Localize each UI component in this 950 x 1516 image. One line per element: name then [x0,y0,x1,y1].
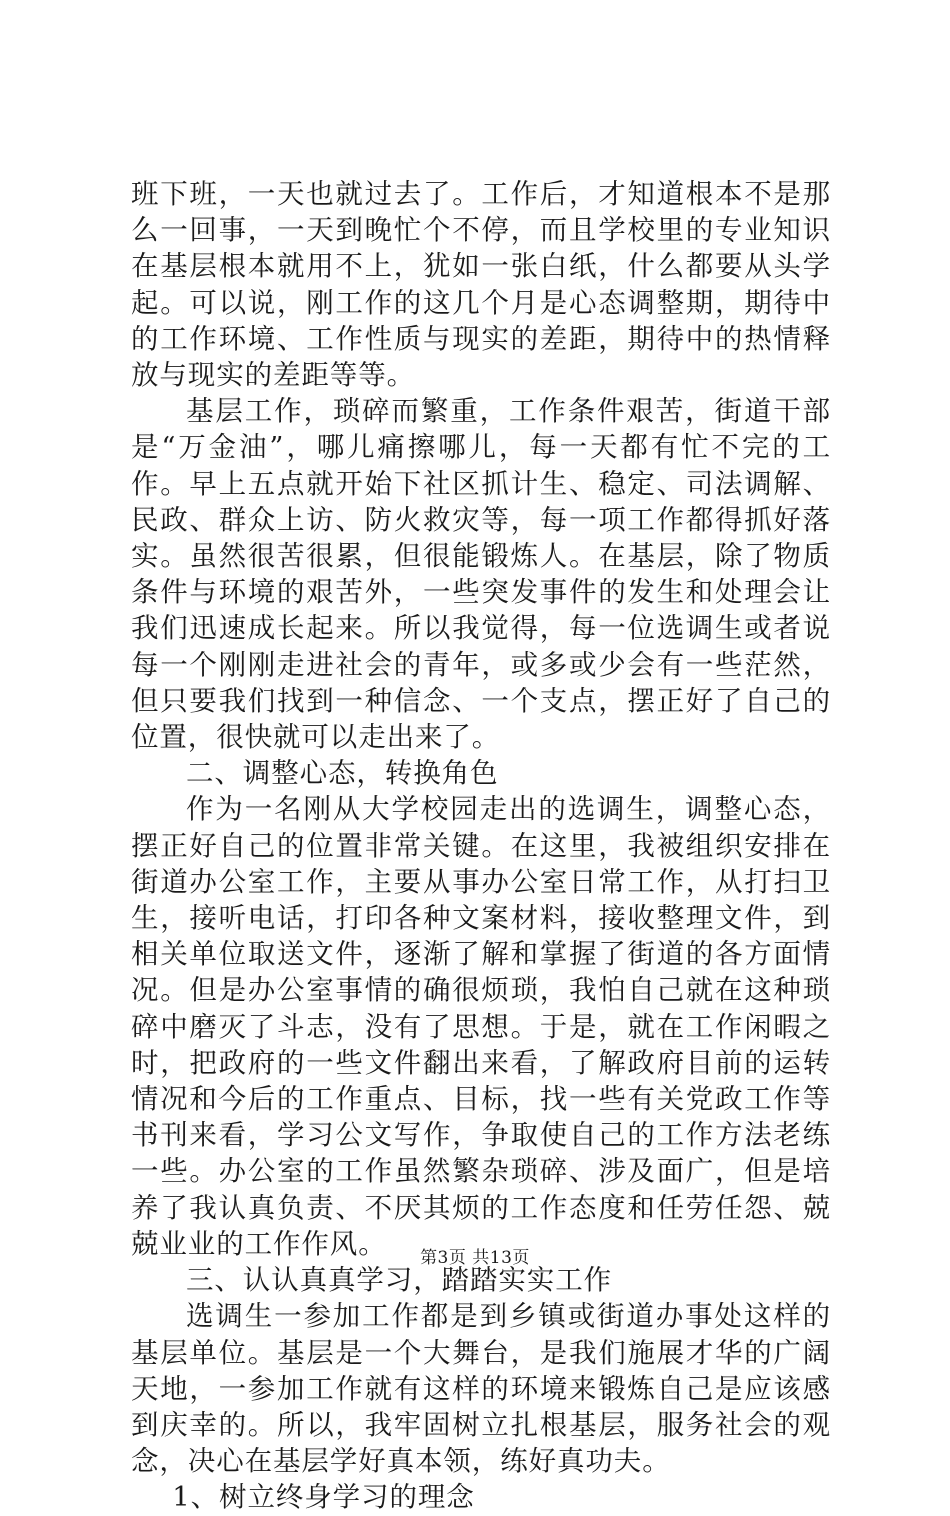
paragraph-study-work: 选调生一参加工作都是到乡镇或街道办事处这样的基层单位。基层是一个大舞台，是我们施展才华的广阔天地，一参加工作就有这样的环境来锻炼自己是应该感到庆幸的。所以，我牢固树立扎根基层，服务社会的观念，决心在基层学好真本领，练好真功夫。 [131,1300,831,1478]
section-heading-2: 二、调整心态，转换角色 [186,757,499,790]
section-heading-3: 三、认认真真学习，踏踏实实工作 [186,1264,612,1297]
paragraph-adjust-mindset: 作为一名刚从大学校园走出的选调生，调整心态，摆正好自己的位置非常关键。在这里，我被组织安排在街道办公室工作，主要从事办公室日常工作，从打扫卫生，接听电话，打印各种文案材料，接收整理文件，到相关单位取送文件，逐渐了解和掌握了街道的各方面情况。但是办公室事情的确很烦琐，我怕自己就在这种琐碎中磨灭了斗志，没有了思想。于是，就在工作闲暇之时，把政府的一些文件翻出来看，了解政府目前的运转情况和今后的工作重点、目标，找一些有关党政工作等书刊来看，学习公文写作，争取使自己的工作方法老练一些。办公室的工作虽然繁杂琐碎、涉及面广，但是培养了我认真负责、不厌其烦的工作态度和任劳任怨、兢兢业业的工作作风。 [131,793,831,1260]
document-body [131,176,831,1516]
subsection-heading-1: 1、树立终身学习的理念 [172,1481,475,1514]
page-number-footer: 第3页 共13页 [420,1248,530,1268]
paragraph-grassroots-work: 基层工作，琐碎而繁重，工作条件艰苦，街道干部是“万金油”，哪儿痛擦哪儿，每一天都有忙不完的工作。早上五点就开始下社区抓计生、稳定、司法调解、民政、群众上访、防火救灾等，每一项工作都得抓好落实。虽然很苦很累，但很能锻炼人。在基层，除了物质条件与环境的艰苦外，一些突发事件的发生和处理会让我们迅速成长起来。所以我觉得，每一位选调生或者说每一个刚刚走进社会的青年，或多或少会有一些茫然，但只要我们找到一种信念、一个支点，摆正好了自己的位置，很快就可以走出来了。 [131,395,831,754]
paragraph-continuation: 班下班，一天也就过去了。工作后，才知道根本不是那么一回事，一天到晚忙个不停，而且学校里的专业知识在基层根本就用不上，犹如一张白纸，什么都要从头学起。可以说，刚工作的这几个月是心态调整期，期待中的工作环境、工作性质与现实的差距，期待中的热情释放与现实的差距等等。 [131,178,831,392]
